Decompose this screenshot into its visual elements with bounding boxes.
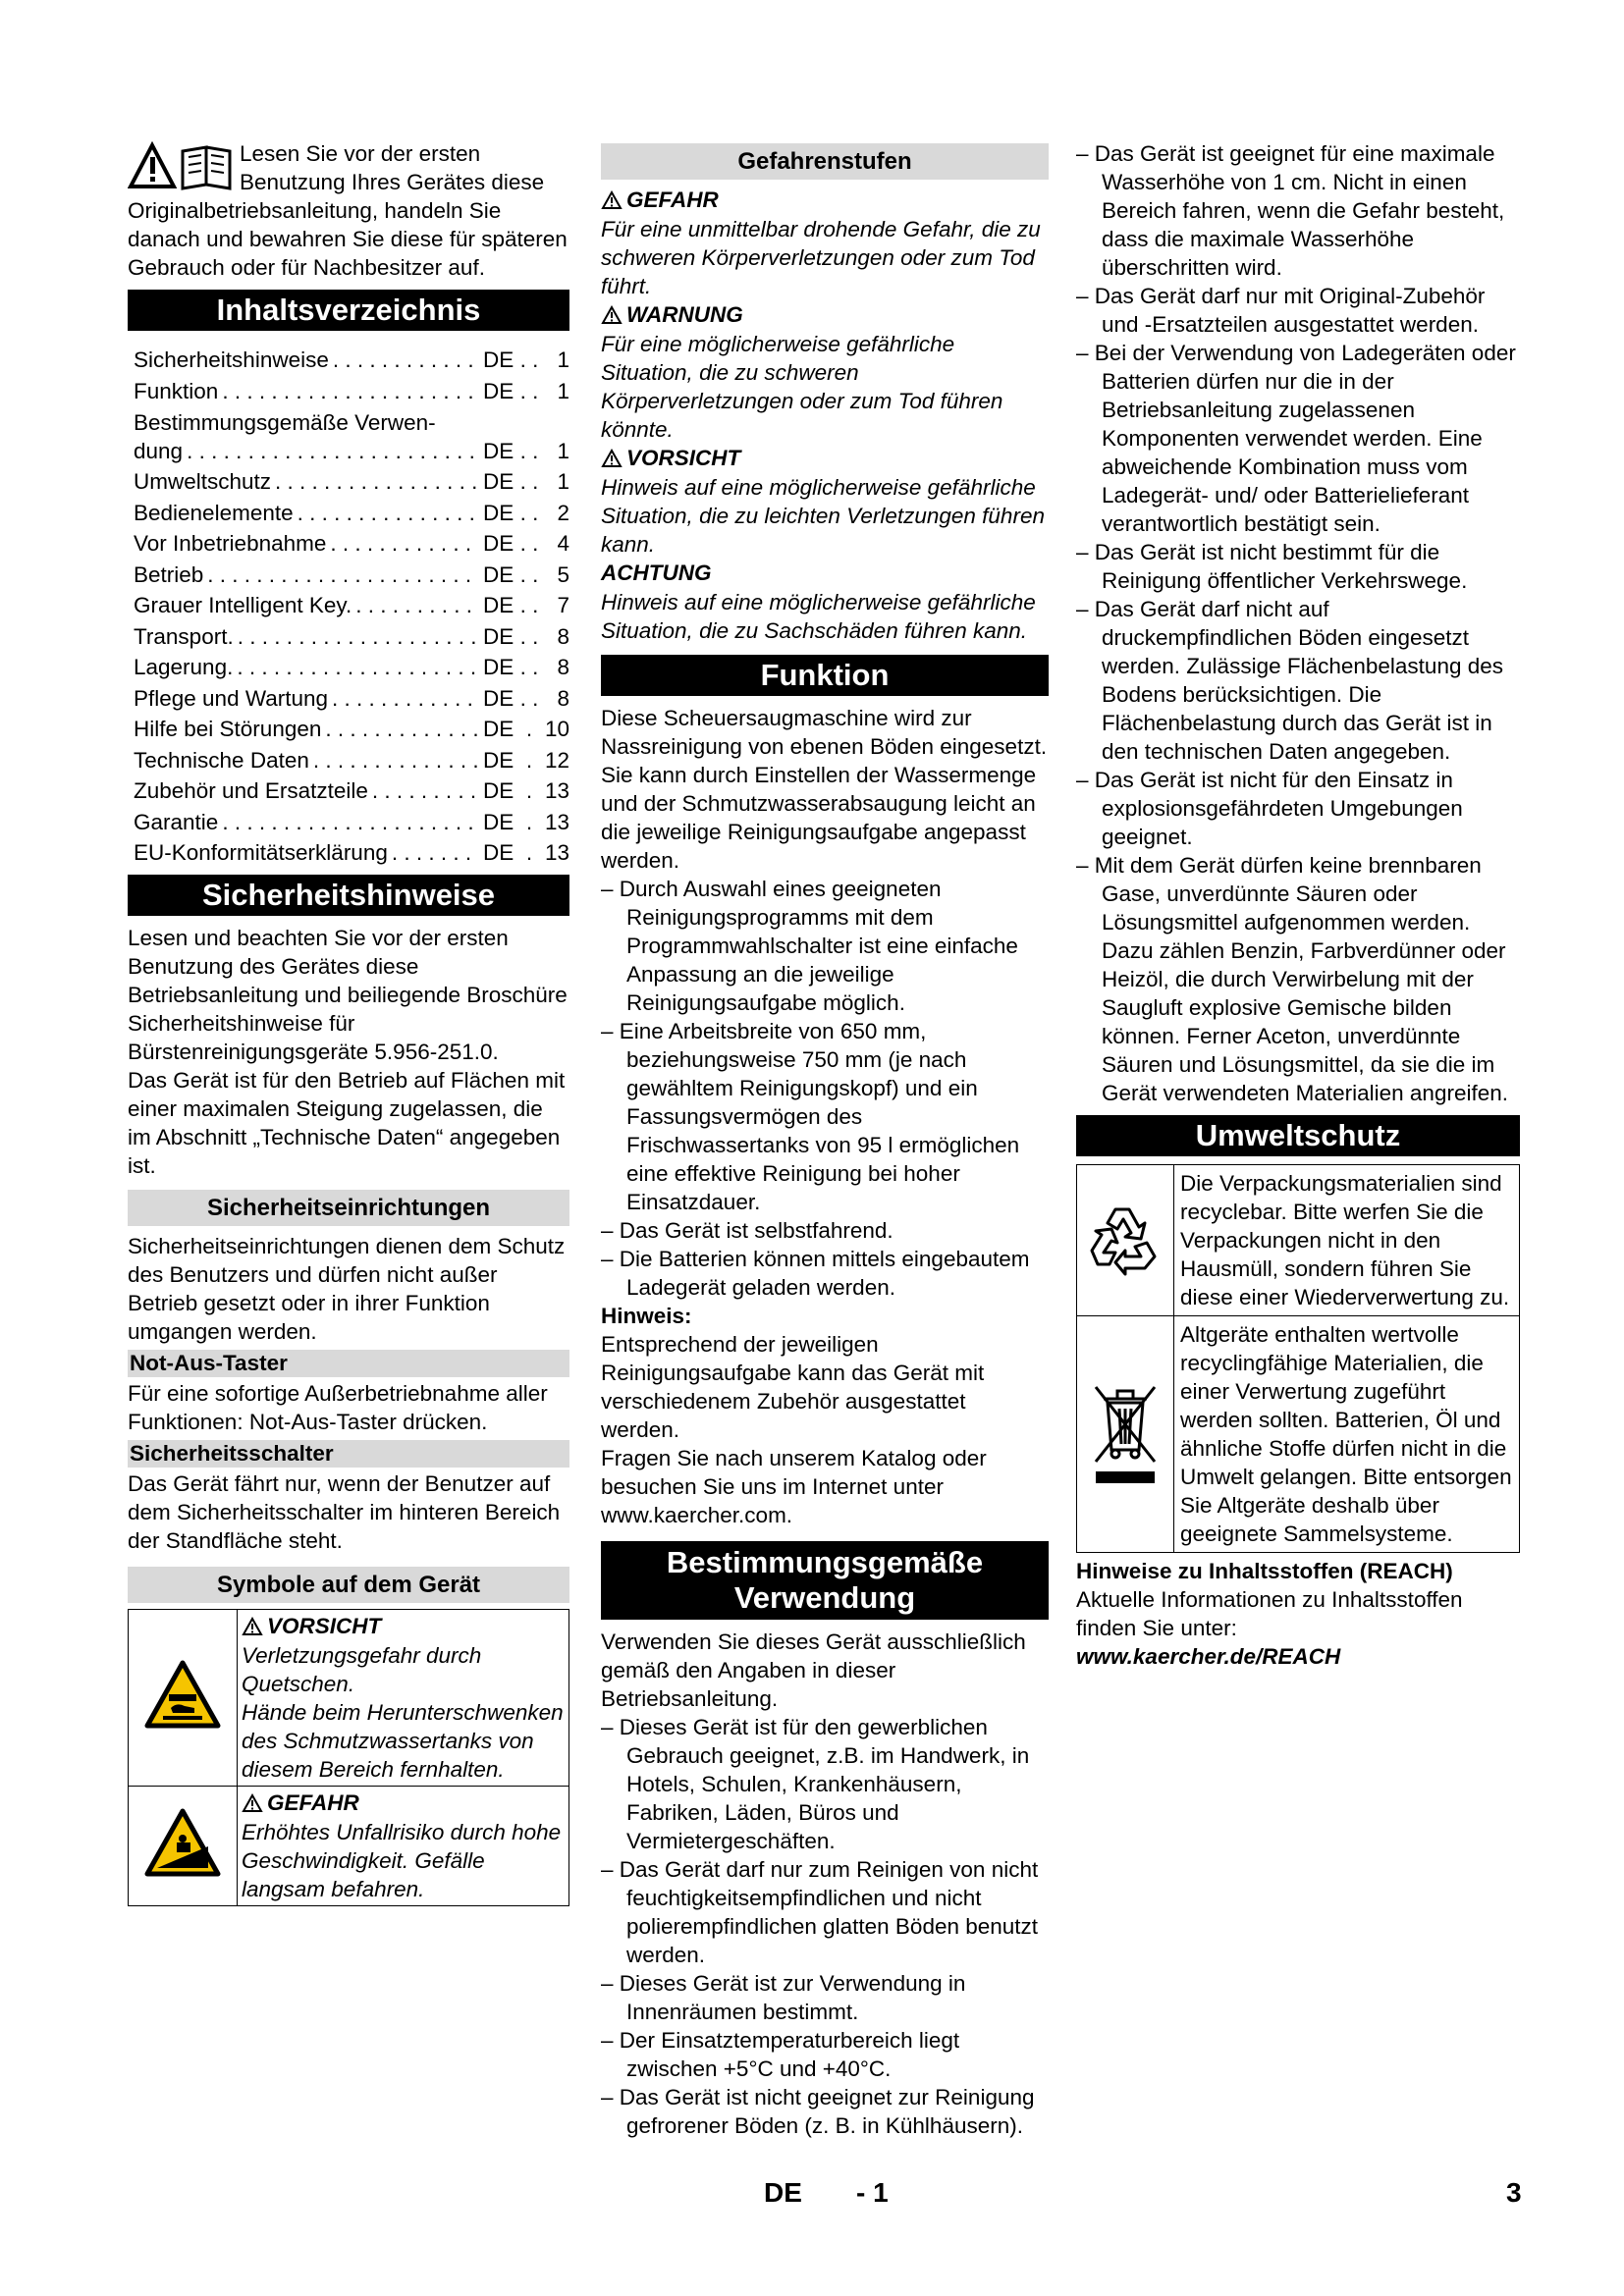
list-item: – Das Gerät darf nur zum Reinigen von nicht feuchtigkeitsempfindlichen und nicht polierempfindlichen glatten Böden benutzt werden. [601,1857,1039,1967]
toc-title: Inhaltsverzeichnis [128,290,569,331]
toc-entry[interactable]: Technische Daten . . . DE . 12 [128,745,569,776]
intro-text: Lesen Sie vor der ersten Benutzung Ihres Gerätes diese Originalbetriebsanleitung, handeln Sie danach und bewahren Sie diese für späteren Gebrauch oder für Nachbesitzer auf. [128,141,568,280]
symbol-row [129,1609,569,1786]
safety-switch-text: Das Gerät fährt nur, wenn der Benutzer auf dem Sicherheitsschalter im hinteren Bereich der Standfläche steht. [128,1470,561,1553]
list-item: – Mit dem Gerät dürfen keine brennbaren Gase, unverdünnte Säuren oder Lösungsmittel aufgenommen werden. Dazu zählen Benzin, Farbverdünner oder Heizöl, die durch Verwirbelung mit der Saugluft explosive Gemische bilden können. Ferner Aceton, unverdünnte Säuren und Lösungsmittel, da sie die im Gerät verwendeten Materialien angreifen. [1076,853,1508,1105]
toc-entry[interactable]: dung . . . DE . . 1 [128,437,569,466]
list-item: – Der Einsatztemperaturbereich liegt zwischen +5°C und +40°C. [601,2028,960,2081]
safety-paragraph: Das Gerät ist für den Betrieb auf Flächen mit einer maximalen Steigung zugelassen, die im Abschnitt „Technische Daten“ angegeben ist. [128,1067,566,1178]
note-title: Hinweis: [601,1304,692,1328]
list-item: – Das Gerät darf nicht auf druckempfindlichen Böden eingesetzt werden. Zulässige Flächenbelastung des Bodens berücksichtigen. Die Flächenbelastung durch das Gerät ist in den technischen Daten angegeben. [1076,597,1503,764]
toc-entry[interactable]: Transport. . . . DE . . 8 [128,621,569,653]
level-item: WARNUNG Für eine möglicherweise gefährliche Situation, die zu schweren Körperverletzungen oder zum Tod führen könnte. [601,302,1003,442]
estop-title: Not-Aus-Taster [128,1350,569,1377]
warning-triangle-icon [242,1793,263,1813]
symbol-row [129,1786,569,1905]
intro-icons [128,139,238,190]
env-row [1077,1316,1520,1553]
list-item: – Das Gerät darf nur mit Original-Zubehör und -Ersatzteilen ausgestattet werden. [1076,284,1486,337]
warning-manual-icon [128,139,238,190]
toc-entry[interactable]: Umweltschutz . . . DE . . 1 [128,466,569,498]
safety-paragraph: Lesen und beachten Sie vor der ersten Benutzung des Gerätes diese Betriebsanleitung und beiliegende Broschüre Sicherheitshinweise für Bürstenreinigungsgeräte 5.956-251.0. [128,925,568,1064]
note-text: Fragen Sie nach unserem Katalog oder besuchen Sie uns im Internet unter www.kaercher.com. [601,1446,987,1527]
warning-triangle-icon [601,449,623,468]
list-item: – Das Gerät ist nicht geeignet zur Reinigung gefrorener Böden (z. B. in Kühlhäusern). [601,2085,1035,2138]
symbols-title: Symbole auf dem Gerät [128,1567,569,1603]
level-item: ACHTUNG Hinweis auf eine möglicherweise gefährliche Situation, die zu Sachschäden führen kann. [601,561,1036,643]
list-item: – Bei der Verwendung von Ladegeräten oder Batterien dürfen nur die in der Betriebsanleitung zugelassenen Komponenten verwendet werden. Eine abweichende Kombination muss vom Ladegerät- und/ oder Batterielieferant verantwortlich bestätigt sein. [1076,341,1516,536]
env-oldgear-text: Altgeräte enthalten wertvolle recyclingfähige Materialien, die einer Verwertung zugeführt werden sollten. Batterien, Öl und ähnliche Stoffe dürfen nicht in die Umwelt gelangen. Bitte entsorgen Sie Altgeräte deshalb über geeignete Sammelsysteme. [1174,1316,1520,1553]
list-item: – Dieses Gerät ist für den gewerblichen Gebrauch geeignet, z.B. im Handwerk, in Hotels, Schulen, Krankenhäusern, Fabriken, Läden, Büros und Vermietergeschäften. [601,1715,1030,1853]
funktion-title: Funktion [601,655,1049,696]
footer-section-page: - 1 [856,2177,889,2208]
list-item: – Das Gerät ist selbstfahrend. [601,1218,893,1243]
toc-entry[interactable]: Sicherheitshinweise . . . DE . . 1 [128,345,569,376]
list-item: – Dieses Gerät ist zur Verwendung in Innenräumen bestimmt. [601,1971,966,2024]
warning-triangle-icon [242,1617,263,1636]
toc-entry[interactable]: Funktion . . . DE . . 1 [128,376,569,407]
weee-bin-icon [1077,1316,1174,1553]
levels-title: Gefahrenstufen [601,143,1049,180]
use-title: Bestimmungsgemäße Verwendung [601,1541,1049,1620]
column-middle [601,139,1049,2140]
toc-entry[interactable]: EU-Konformitätserklärung . . . DE . 13 [128,837,569,869]
symbol-text: Erhöhtes Unfallrisiko durch hohe Geschwindigkeit. Gefälle langsam befahren. [242,1819,562,1901]
env-row [1077,1165,1520,1316]
safety-devices-text: Sicherheitseinrichtungen dienen dem Schutz des Benutzers und dürfen nicht außer Betrieb gesetzt oder in ihrer Funktion umgangen werden. [128,1233,566,1344]
toc-entry[interactable]: Pflege und Wartung . . . DE . . 8 [128,683,569,715]
note-text: Entsprechend der jeweiligen Reinigungsaufgabe kann das Gerät mit verschiedenem Zubehör ausgestattet werden. [601,1332,985,1442]
list-item: – Durch Auswahl eines geeigneten Reinigungsprogramms mit dem Programmwahlschalter ist eine einfache Anpassung an die jeweilige Reinigungsaufgabe möglich. [601,877,1018,1015]
toc-entry[interactable]: Betrieb . . . DE . . 5 [128,560,569,591]
env-packaging-text: Die Verpackungsmaterialien sind recyclebar. Bitte werfen Sie die Verpackungen nicht in den Hausmüll, sondern führen Sie diese einer Wiederverwertung zu. [1174,1165,1520,1316]
intro-block [128,139,569,282]
env-table [1076,1164,1520,1553]
column-right [1076,139,1520,1671]
symbol-level: VORSICHT [242,1612,565,1641]
list-item: – Eine Arbeitsbreite von 650 mm, beziehungsweise 750 mm (je nach gewähltem Reinigungskopf) und ein Fassungsvermögen des Frischwassertanks von 95 l ermöglichen eine effektive Reinigung bei hoher Einsatzdauer. [601,1019,1020,1214]
warning-triangle-icon [601,305,623,325]
toc-entry[interactable]: Garantie . . . DE . 13 [128,807,569,838]
list-item: – Die Batterien können mittels eingebautem Ladegerät geladen werden. [601,1247,1030,1300]
toc-entry-multiline[interactable]: Bestimmungsgemäße Verwen- [134,410,436,435]
footer-language: DE [764,2177,802,2208]
symbol-level: GEFAHR [242,1789,565,1818]
toc [128,345,569,869]
safety-switch-title: Sicherheitsschalter [128,1440,569,1468]
level-item: GEFAHR Für eine unmittelbar drohende Gefahr, die zu schweren Körperverletzungen oder zum Tod führt. [601,187,1041,298]
use-paragraph: Verwenden Sie dieses Gerät ausschließlich gemäß den Angaben in dieser Betriebsanleitung. [601,1629,1026,1711]
toc-entry[interactable]: Grauer Intelligent Key. . . . DE . . 7 [128,590,569,621]
reach-title: Hinweise zu Inhaltsstoffen (REACH) [1076,1559,1453,1583]
env-title: Umweltschutz [1076,1115,1520,1156]
toc-entry[interactable]: Lagerung. . . . DE . . 8 [128,652,569,683]
level-item: VORSICHT Hinweis auf eine möglicherweise gefährliche Situation, die zu leichten Verletzungen führen kann. [601,446,1045,557]
toc-entry[interactable]: Hilfe bei Störungen . . . DE . 10 [128,714,569,745]
safety-devices-title: Sicherheitseinrichtungen [128,1190,569,1226]
slope-hazard-icon [129,1786,238,1905]
list-item: – Das Gerät ist nicht bestimmt für die Reinigung öffentlicher Verkehrswege. [1076,540,1468,593]
funktion-paragraph: Sie kann durch Einstellen der Wassermenge und der Schmutzwasserabsaugung leicht an die jeweilige Reinigungsaufgabe angepasst werden. [601,763,1037,873]
symbol-text: Hände beim Herunterschwenken des Schmutzwassertanks von diesem Bereich fernhalten. [242,1699,564,1782]
reach-text: Aktuelle Informationen zu Inhaltsstoffen finden Sie unter: [1076,1587,1463,1640]
list-item: – Das Gerät ist geeignet für eine maximale Wasserhöhe von 1 cm. Nicht in einen Bereich fahren, wenn die Gefahr besteht, dass die maximale Wasserhöhe überschritten wird. [1076,141,1505,280]
recycling-icon [1077,1165,1174,1316]
footer-page-number: 3 [1506,2177,1522,2208]
reach-link[interactable]: www.kaercher.de/REACH [1076,1644,1341,1669]
warning-triangle-icon [601,190,623,210]
toc-entry[interactable]: Zubehör und Ersatzteile . . . DE . 13 [128,775,569,807]
toc-entry[interactable]: Vor Inbetriebnahme . . . DE . . 4 [128,528,569,560]
symbol-text: Verletzungsgefahr durch Quetschen. [242,1642,482,1696]
crush-hazard-icon [129,1609,238,1786]
list-item: – Das Gerät ist nicht für den Einsatz in explosionsgefährdeten Umgebungen geeignet. [1076,768,1463,849]
toc-entry[interactable]: Bedienelemente . . . DE . . 2 [128,498,569,529]
symbols-table [128,1609,569,1906]
column-left [128,139,569,1906]
funktion-paragraph: Diese Scheuersaugmaschine wird zur Nassreinigung von ebenen Böden eingesetzt. [601,706,1048,759]
estop-text: Für eine sofortige Außerbetriebnahme aller Funktionen: Not-Aus-Taster drücken. [128,1380,548,1434]
safety-title: Sicherheitshinweise [128,875,569,916]
